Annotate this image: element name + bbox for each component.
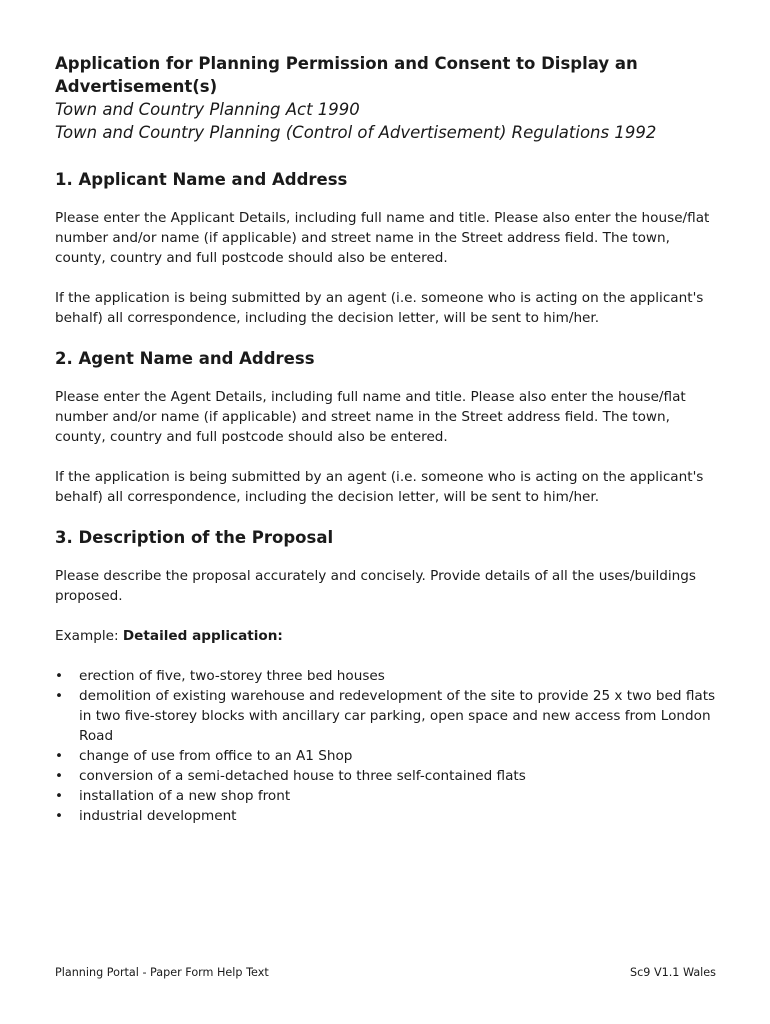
section-heading: 3. Description of the Proposal	[55, 528, 334, 547]
document-page	[55, 52, 720, 826]
footer-left-text: Planning Portal - Paper Form Help Text	[55, 966, 269, 979]
list-item-text: erection of five, two-storey three bed houses	[79, 668, 385, 684]
list-item-text: change of use from office to an A1 Shop	[79, 748, 353, 764]
document-title: Application for Planning Permission and Consent to Display an Advertisement(s)	[55, 54, 638, 96]
list-item	[55, 786, 720, 806]
page-footer	[55, 965, 716, 981]
bullet-marker: •	[55, 788, 64, 804]
list-item	[55, 686, 720, 746]
example-prefix: Example:	[55, 628, 119, 644]
list-item-text: conversion of a semi-detached house to three self-contained flats	[79, 768, 526, 784]
bullet-marker: •	[55, 688, 64, 704]
bullet-marker: •	[55, 668, 64, 684]
bullet-marker: •	[55, 748, 64, 764]
section-heading: 2. Agent Name and Address	[55, 349, 315, 368]
list-item-text: demolition of existing warehouse and redevelopment of the site to provide 25 x two bed flats in two five-storey blocks with ancillary car parking, open space and new access from London Road	[79, 688, 716, 744]
list-item-text: installation of a new shop front	[79, 788, 291, 804]
list-item	[55, 806, 720, 826]
section-paragraph: Please enter the Agent Details, including full name and title. Please also enter the house/flat number and/or name (if applicable) and street name in the Street address field. The town, county, country and full postcode should also be entered.	[55, 389, 686, 445]
section-paragraph: If the application is being submitted by an agent (i.e. someone who is acting on the applicant's behalf) all correspondence, including the decision letter, will be sent to him/her.	[55, 469, 704, 505]
section-applicant	[55, 168, 720, 328]
bullet-marker: •	[55, 808, 64, 824]
example-label: Detailed application:	[122, 628, 283, 644]
section-agent	[55, 347, 720, 507]
section-paragraph: Please describe the proposal accurately and concisely. Provide details of all the uses/buildings proposed.	[55, 568, 696, 604]
section-heading: 1. Applicant Name and Address	[55, 170, 348, 189]
list-item-text: industrial development	[79, 808, 237, 824]
footer-form-version: Sc9 V1.1 Wales	[630, 966, 716, 979]
regulations-reference: Town and Country Planning (Control of Advertisement) Regulations 1992	[55, 123, 657, 142]
act-reference: Town and Country Planning Act 1990	[55, 100, 360, 119]
list-item	[55, 666, 720, 686]
section-paragraph: Please enter the Applicant Details, including full name and title. Please also enter the house/flat number and/or name (if applicable) and street name in the Street address field. The town, county, country and full postcode should also be entered.	[55, 210, 710, 266]
section-paragraph: If the application is being submitted by an agent (i.e. someone who is acting on the applicant's behalf) all correspondence, including the decision letter, will be sent to him/her.	[55, 290, 704, 326]
list-item	[55, 746, 720, 766]
example-line	[55, 626, 720, 646]
example-bullet-list	[55, 666, 720, 826]
section-proposal	[55, 526, 720, 826]
list-item	[55, 766, 720, 786]
bullet-marker: •	[55, 768, 64, 784]
